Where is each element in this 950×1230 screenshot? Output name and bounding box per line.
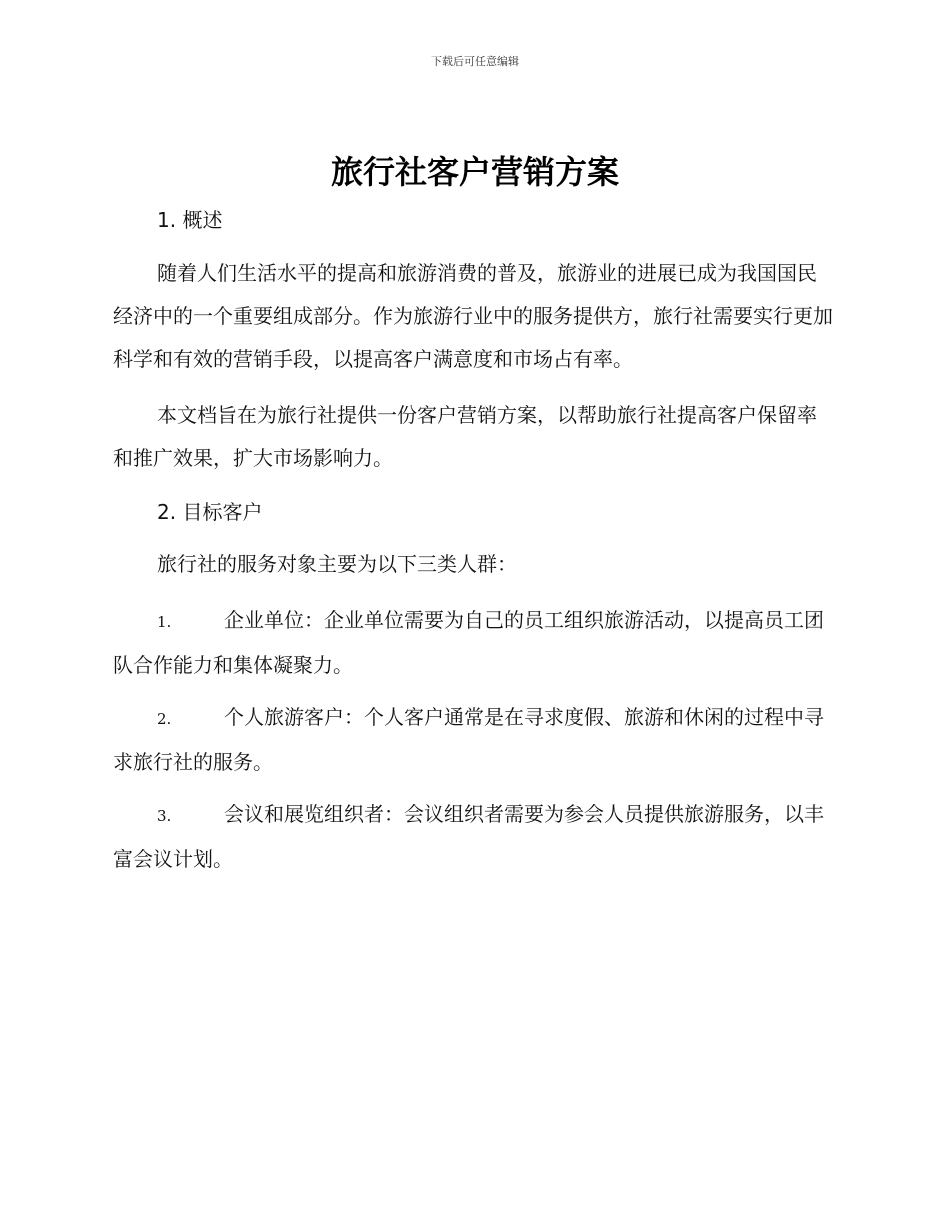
list-item-conference [113, 793, 835, 881]
list-item-text: 个人旅游客户：个人客户通常是在寻求度假、旅游和休闲的过程中寻求旅行社的服务。 [113, 705, 824, 774]
document-title: 旅行社客户营销方案 [330, 153, 619, 191]
list-item-number: 3. [157, 807, 172, 825]
list-item-individual [113, 696, 835, 784]
list-item-number: 2. [157, 710, 172, 728]
list-item-text: 企业单位：企业单位需要为自己的员工组织旅游活动，以提高员工团队合作能力和集体凝聚力。 [113, 608, 824, 677]
list-item-text: 会议和展览组织者：会议组织者需要为参会人员提供旅游服务，以丰富会议计划。 [113, 802, 824, 871]
page-header-note: 下载后可任意编辑 [431, 55, 519, 68]
list-item-enterprise [113, 599, 835, 687]
section-heading-overview: 1. 概述 [157, 208, 223, 232]
overview-paragraph-1: 随着人们生活水平的提高和旅游消费的普及，旅游业的进展已成为我国国民经济中的一个重要组成部分。作为旅游行业中的服务提供方，旅行社需要实行更加科学和有效的营销手段，以提高客户满意度和市场占有率。 [113, 261, 833, 371]
section-heading-target-customers: 2. 目标客户 [157, 500, 263, 524]
overview-paragraph-2: 本文档旨在为旅行社提供一份客户营销方案，以帮助旅行社提高客户保留率和推广效果，扩大市场影响力。 [113, 403, 817, 470]
target-customers-intro: 旅行社的服务对象主要为以下三类人群： [157, 552, 517, 576]
list-item-number: 1. [157, 613, 172, 631]
